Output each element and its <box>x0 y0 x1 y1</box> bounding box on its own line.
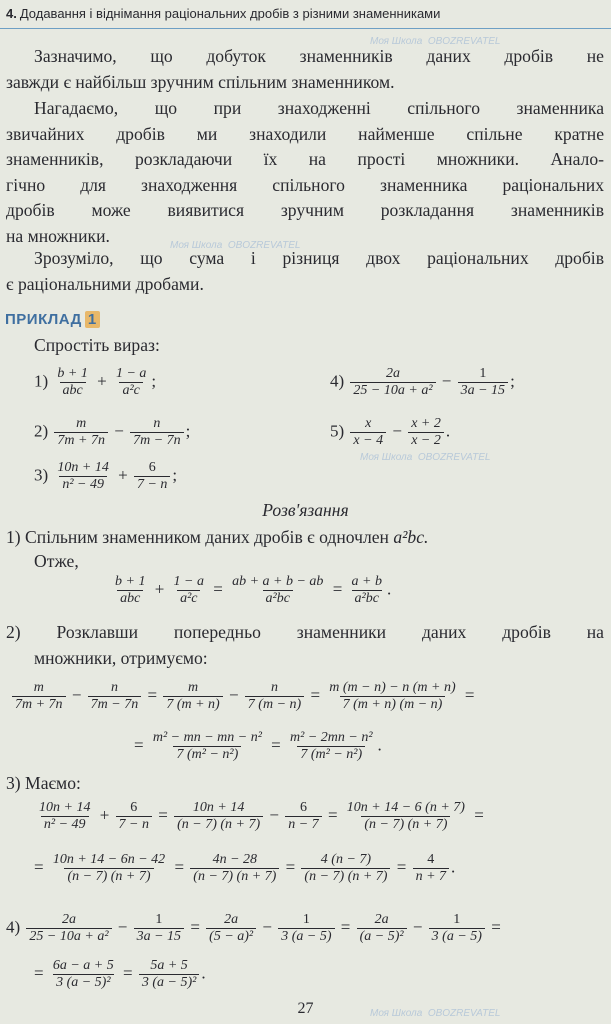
watermark-text: OBOZREVATEL <box>227 240 301 251</box>
solution-4-expression-a: 4) $\frac{2a}{\text{25 − 10a + a²}}$ − $\frac{1}{3a - 15}$ = $\frac{2a}{\text{(5 − a)²}}$ − $\frac{1}{3 (a - 5)}$ = $\frac{2a}{\text{(a − 5)²}}$ − $\frac{1}{3 (a - 5)}$ = <box>6 912 501 944</box>
exercise-4: 4) $\frac{2a}{\text{25 − 10a + a²}}$ − $\frac{1}{3a - 15}$ ; <box>330 366 515 398</box>
paragraph-line: на множники. <box>6 225 110 246</box>
watermark-text: Моя Школа <box>370 1008 423 1019</box>
example-number: 1 <box>85 311 100 328</box>
paragraph-2 <box>6 96 604 250</box>
solution-step-2 <box>6 620 604 671</box>
paragraph-line: звичайних дробів ми знаходили найменше спільне кратне <box>6 123 604 144</box>
section-number: 4. <box>6 6 17 21</box>
paragraph-3 <box>6 246 604 297</box>
solution-2-expression-a: $\frac{m}{7m + 7n}$ − $\frac{n}{7m - 7n}$ = $\frac{m}{7 (m + n)}$ − $\frac{n}{7 (m - n)}$ = $\frac{m (m - n) - n (m + n)}{7 (m + n) (m - n)}$ = <box>10 680 474 713</box>
solution-3-expression-a: $\frac{10n + 14}{\text{n² − 49}}$ + $\frac{6}{7 - n}$ = $\frac{10n + 14}{(n - 7) (n + 7)}$ − $\frac{6}{n - 7}$ = $\frac{10n + 14 - 6 (n + 7)}{(n - 7) (n + 7)}$ = <box>39 800 484 832</box>
exercise-2: 2) $\frac{m}{7m + 7n}$ − $\frac{n}{7m - 7n}$ ; <box>34 416 191 448</box>
exercise-5: 5) $\frac{x}{x - 4}$ − $\frac{x + 2}{x - 2}$ . <box>330 416 451 448</box>
solution-line: 2) Розклавши попередньо знаменники даних дробів на <box>6 622 604 642</box>
task-text: Спростіть вираз: <box>34 335 160 355</box>
watermark-text: Моя Школа <box>360 452 413 463</box>
example-word: ПРИКЛАД <box>5 311 82 328</box>
exercise-1: 1) $\frac{b + 1}{\text{abc}}$ + $\frac{1 - a}{\text{a²c}}$ ; <box>34 366 157 398</box>
paragraph-line: Зрозуміло, що сума і різниця двох раціональних дробів <box>34 248 604 268</box>
paragraph-1 <box>6 44 604 95</box>
solution-title: Розв'язання <box>262 500 349 520</box>
page-header <box>0 0 611 29</box>
watermark-text: Моя Школа <box>370 36 423 47</box>
solution-text: 1) Спільним знаменником даних дробів є одночлен <box>6 527 389 547</box>
page-number: 27 <box>297 1000 314 1017</box>
solution-4-expression-b: = $\frac{6a - a + 5}{\text{3 (a − 5)²}}$ = $\frac{5a + 5}{\text{3 (a − 5)²}}$ . <box>34 958 206 990</box>
paragraph-line: знаменників, розкладаючи їх на прості множники. Анало- <box>6 149 604 170</box>
paragraph-line: є раціональними дробами. <box>6 273 204 294</box>
paragraph-line: гічно для знаходження спільного знаменника раціональних <box>6 174 604 195</box>
solution-monomial: a²bc. <box>393 527 429 547</box>
solution-step-3: 3) Маємо: <box>6 773 81 793</box>
solution-3-expression-b: = $\frac{10n + 14 - 6n - 42}{(n - 7) (n + 7)}$ = $\frac{4n - 28}{(n - 7) (n + 7)}$ = $\frac{4 (n - 7)}{(n - 7) (n + 7)}$ = $\frac{4}{n + 7}$ . <box>34 852 456 884</box>
solution-otzhe: Отже, <box>34 551 79 571</box>
watermark <box>370 36 500 47</box>
exercise-3: 3) $\frac{10n + 14}{\text{n² − 49}}$ + $\frac{6}{7 - n}$ ; <box>34 460 178 492</box>
watermark <box>370 1008 500 1019</box>
watermark-text: OBOZREVATEL <box>427 1008 501 1019</box>
paragraph-line: дробів може виявитися зручним розкладання знаменників <box>6 200 604 221</box>
solution-step-1 <box>6 526 428 548</box>
solution-2-expression-b: = $\frac{\text{m² − mn − mn − n²}}{\text{7 (m² − n²)}}$ = $\frac{\text{m² − 2mn − n²}}{\text{7 (m² − n²)}}$ . <box>134 730 382 762</box>
paragraph-line: завжди є найбільш зручним спільним знаменником. <box>6 71 395 92</box>
watermark-text: OBOZREVATEL <box>427 36 501 47</box>
solution-line: множники, отримуємо: <box>34 647 208 668</box>
watermark-text: OBOZREVATEL <box>417 452 491 463</box>
solution-1-expression: $\frac{b + 1}{\text{abc}}$ + $\frac{1 - a}{\text{a²c}}$ = $\frac{ab + a + b - ab}{\text{a²bc}}$ = $\frac{a + b}{\text{a²bc}}$ . <box>115 574 392 606</box>
section-title: Додавання і віднімання раціональних дробів з різними знаменниками <box>19 6 441 21</box>
example-label <box>5 311 100 328</box>
watermark-text: Моя Школа <box>170 240 223 251</box>
watermark <box>360 452 490 463</box>
watermark <box>170 240 300 251</box>
paragraph-line: Нагадаємо, що при знаходженні спільного знаменника <box>34 98 604 118</box>
paragraph-line: Зазначимо, що добуток знаменників даних дробів не <box>34 46 604 66</box>
